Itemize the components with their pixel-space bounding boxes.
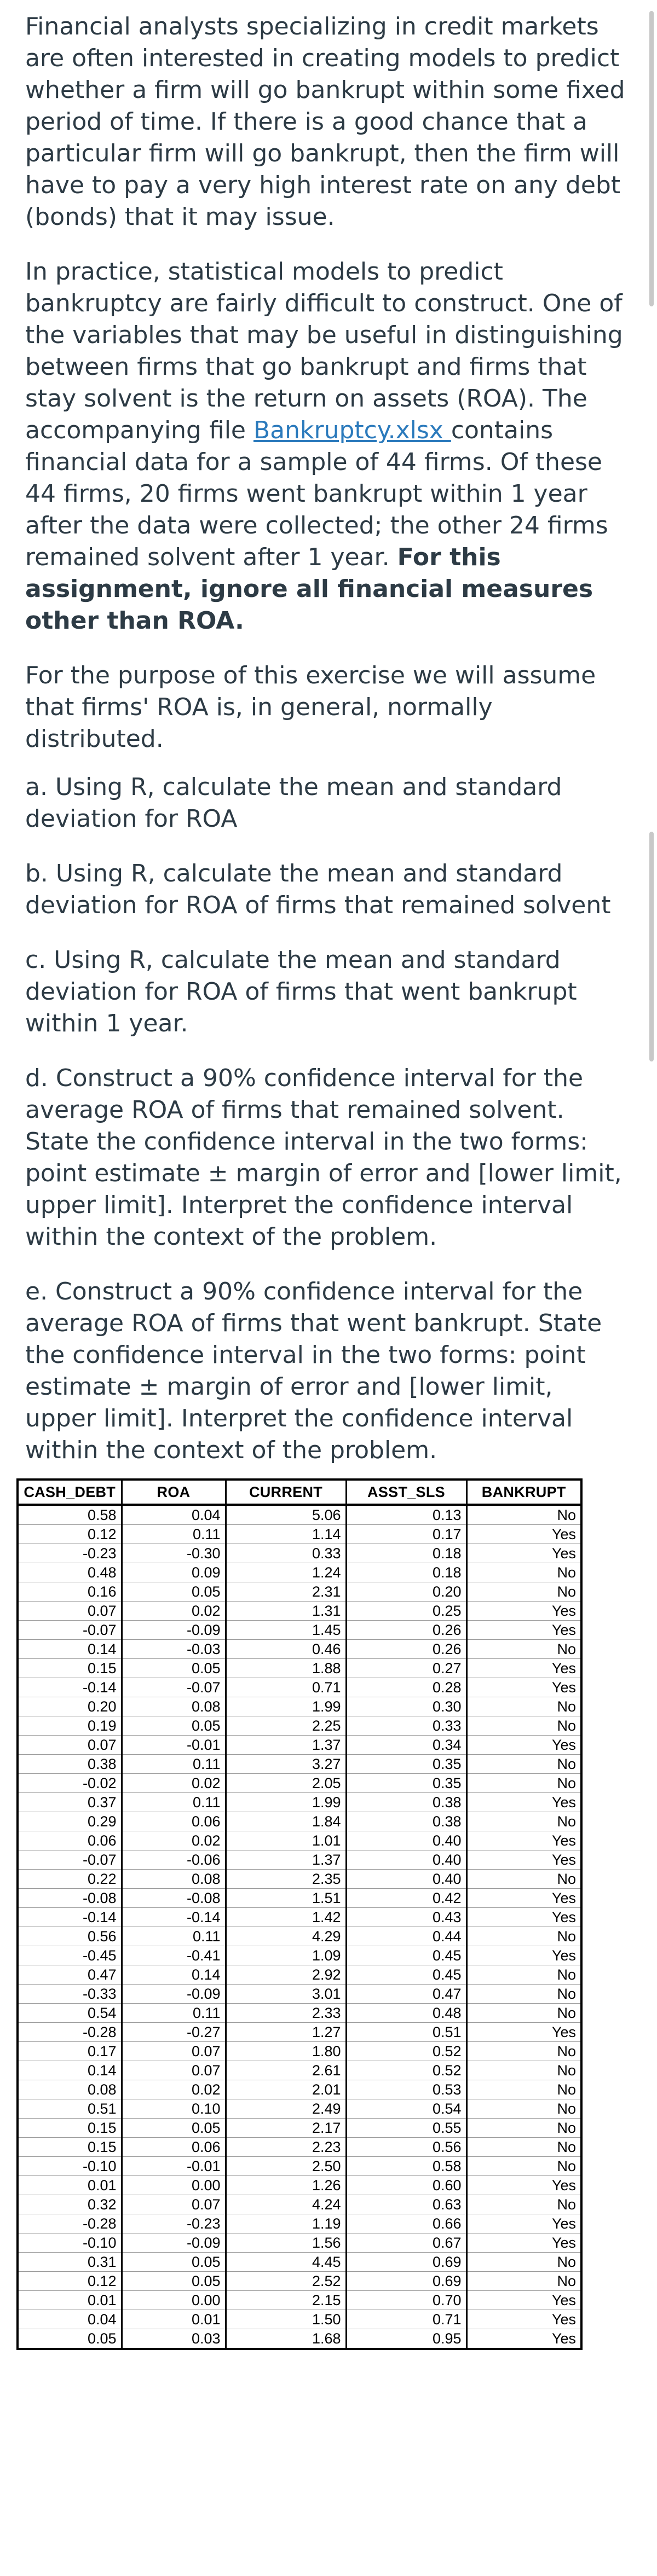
cell-roa: -0.30 bbox=[122, 1544, 226, 1563]
practice-text-before-link: In practice, statistical models to predict bankruptcy are fairly difficult to construct. One of the variables that may be useful in distinguishing between firms that go bankrupt and firms that stay solvent is the return on assets (ROA). The accompanying file bbox=[25, 258, 623, 444]
table-row bbox=[18, 1505, 581, 1525]
cell-roa: 0.02 bbox=[122, 1602, 226, 1621]
table-row bbox=[18, 1582, 581, 1602]
table-row bbox=[18, 2042, 581, 2061]
cell-cash-debt: 0.16 bbox=[18, 1582, 122, 1602]
cell-roa: -0.14 bbox=[122, 1908, 226, 1927]
cell-cash-debt: 0.32 bbox=[18, 2195, 122, 2214]
cell-asst-sls: 0.44 bbox=[346, 1927, 466, 1946]
cell-current: 0.46 bbox=[226, 1640, 346, 1659]
cell-asst-sls: 0.13 bbox=[346, 1505, 466, 1525]
cell-roa: 0.11 bbox=[122, 1927, 226, 1946]
bankruptcy-file-link[interactable]: Bankruptcy.xlsx bbox=[253, 416, 451, 444]
cell-cash-debt: 0.01 bbox=[18, 2291, 122, 2310]
table-row bbox=[18, 1946, 581, 1965]
cell-cash-debt: -0.33 bbox=[18, 1985, 122, 2004]
cell-bankrupt: No bbox=[466, 2138, 581, 2157]
cell-bankrupt: No bbox=[466, 2157, 581, 2176]
cell-asst-sls: 0.40 bbox=[346, 1870, 466, 1889]
table-row bbox=[18, 2138, 581, 2157]
cell-bankrupt: No bbox=[466, 1870, 581, 1889]
table-row bbox=[18, 2272, 581, 2291]
cell-roa: 0.10 bbox=[122, 2099, 226, 2119]
cell-cash-debt: 0.31 bbox=[18, 2253, 122, 2272]
cell-asst-sls: 0.20 bbox=[346, 1582, 466, 1602]
cell-bankrupt: No bbox=[466, 2099, 581, 2119]
cell-cash-debt: 0.37 bbox=[18, 1793, 122, 1812]
table-row bbox=[18, 1659, 581, 1678]
cell-asst-sls: 0.38 bbox=[346, 1812, 466, 1831]
cell-roa: 0.00 bbox=[122, 2176, 226, 2195]
cell-asst-sls: 0.25 bbox=[346, 1602, 466, 1621]
cell-current: 1.88 bbox=[226, 1659, 346, 1678]
cell-cash-debt: 0.20 bbox=[18, 1697, 122, 1716]
table-row bbox=[18, 1831, 581, 1850]
cell-asst-sls: 0.56 bbox=[346, 2138, 466, 2157]
cell-current: 2.15 bbox=[226, 2291, 346, 2310]
cell-bankrupt: Yes bbox=[466, 1678, 581, 1697]
cell-roa: -0.23 bbox=[122, 2214, 226, 2233]
cell-bankrupt: Yes bbox=[466, 1850, 581, 1870]
cell-roa: -0.09 bbox=[122, 1985, 226, 2004]
cell-bankrupt: Yes bbox=[466, 1544, 581, 1563]
cell-asst-sls: 0.58 bbox=[346, 2157, 466, 2176]
header-bankrupt: BANKRUPT bbox=[466, 1480, 581, 1505]
cell-roa: 0.01 bbox=[122, 2310, 226, 2329]
cell-cash-debt: -0.23 bbox=[18, 1544, 122, 1563]
cell-roa: 0.05 bbox=[122, 1659, 226, 1678]
table-row bbox=[18, 2157, 581, 2176]
cell-current: 2.49 bbox=[226, 2099, 346, 2119]
cell-current: 1.80 bbox=[226, 2042, 346, 2061]
cell-roa: -0.03 bbox=[122, 1640, 226, 1659]
cell-asst-sls: 0.52 bbox=[346, 2061, 466, 2080]
table-row bbox=[18, 2253, 581, 2272]
cell-cash-debt: -0.28 bbox=[18, 2023, 122, 2042]
table-row bbox=[18, 1544, 581, 1563]
table-row bbox=[18, 2195, 581, 2214]
cell-current: 4.45 bbox=[226, 2253, 346, 2272]
cell-bankrupt: No bbox=[466, 2042, 581, 2061]
cell-current: 2.01 bbox=[226, 2080, 346, 2099]
cell-asst-sls: 0.27 bbox=[346, 1659, 466, 1678]
cell-roa: 0.05 bbox=[122, 2272, 226, 2291]
table-row bbox=[18, 2214, 581, 2233]
cell-bankrupt: No bbox=[466, 1774, 581, 1793]
cell-asst-sls: 0.18 bbox=[346, 1544, 466, 1563]
cell-roa: 0.06 bbox=[122, 1812, 226, 1831]
cell-asst-sls: 0.30 bbox=[346, 1697, 466, 1716]
cell-current: 3.01 bbox=[226, 1985, 346, 2004]
table-row bbox=[18, 1640, 581, 1659]
cell-current: 5.06 bbox=[226, 1505, 346, 1525]
cell-asst-sls: 0.43 bbox=[346, 1908, 466, 1927]
cell-cash-debt: -0.02 bbox=[18, 1774, 122, 1793]
cell-bankrupt: Yes bbox=[466, 2233, 581, 2253]
table-row bbox=[18, 1850, 581, 1870]
cell-current: 1.42 bbox=[226, 1908, 346, 1927]
cell-cash-debt: 0.15 bbox=[18, 1659, 122, 1678]
cell-asst-sls: 0.52 bbox=[346, 2042, 466, 2061]
cell-roa: 0.08 bbox=[122, 1870, 226, 1889]
cell-roa: 0.06 bbox=[122, 2138, 226, 2157]
table-row bbox=[18, 2233, 581, 2253]
cell-roa: 0.14 bbox=[122, 1965, 226, 1985]
header-current: CURRENT bbox=[226, 1480, 346, 1505]
cell-roa: 0.11 bbox=[122, 2004, 226, 2023]
cell-bankrupt: Yes bbox=[466, 1793, 581, 1812]
cell-roa: -0.01 bbox=[122, 1736, 226, 1755]
header-roa: ROA bbox=[122, 1480, 226, 1505]
table-row bbox=[18, 2176, 581, 2195]
table-row bbox=[18, 2119, 581, 2138]
cell-asst-sls: 0.60 bbox=[346, 2176, 466, 2195]
cell-bankrupt: No bbox=[466, 2080, 581, 2099]
cell-asst-sls: 0.45 bbox=[346, 1946, 466, 1965]
cell-current: 2.31 bbox=[226, 1582, 346, 1602]
cell-bankrupt: No bbox=[466, 2253, 581, 2272]
cell-cash-debt: 0.56 bbox=[18, 1927, 122, 1946]
cell-roa: 0.07 bbox=[122, 2195, 226, 2214]
table-row bbox=[18, 2023, 581, 2042]
cell-bankrupt: No bbox=[466, 1582, 581, 1602]
cell-cash-debt: 0.05 bbox=[18, 2329, 122, 2349]
cell-asst-sls: 0.33 bbox=[346, 1716, 466, 1736]
cell-roa: 0.02 bbox=[122, 2080, 226, 2099]
cell-asst-sls: 0.63 bbox=[346, 2195, 466, 2214]
cell-roa: 0.04 bbox=[122, 1505, 226, 1525]
cell-bankrupt: Yes bbox=[466, 1946, 581, 1965]
assignment-text bbox=[25, 11, 627, 1489]
cell-roa: 0.05 bbox=[122, 2119, 226, 2138]
cell-roa: 0.07 bbox=[122, 2042, 226, 2061]
question-c: c. Using R, calculate the mean and standard deviation for ROA of firms that went bankrupt within 1 year. bbox=[25, 946, 577, 1037]
cell-bankrupt: Yes bbox=[466, 1831, 581, 1850]
table-row bbox=[18, 1889, 581, 1908]
cell-roa: 0.07 bbox=[122, 2061, 226, 2080]
cell-current: 3.27 bbox=[226, 1755, 346, 1774]
cell-bankrupt: No bbox=[466, 1755, 581, 1774]
table-row bbox=[18, 1965, 581, 1985]
cell-current: 4.29 bbox=[226, 1927, 346, 1946]
cell-asst-sls: 0.55 bbox=[346, 2119, 466, 2138]
cell-current: 4.24 bbox=[226, 2195, 346, 2214]
table-row bbox=[18, 1755, 581, 1774]
table-body bbox=[18, 1505, 581, 2349]
cell-current: 1.01 bbox=[226, 1831, 346, 1850]
cell-current: 1.14 bbox=[226, 1525, 346, 1544]
cell-bankrupt: Yes bbox=[466, 1602, 581, 1621]
question-d: d. Construct a 90% confidence interval for the average ROA of firms that remained solvent. State the confidence interval in the two forms: point estimate ± margin of error and [lower limit, upper limit]. Interpret the confidence interval within the context of the problem. bbox=[25, 1064, 622, 1251]
cell-current: 2.17 bbox=[226, 2119, 346, 2138]
cell-cash-debt: -0.28 bbox=[18, 2214, 122, 2233]
cell-current: 1.24 bbox=[226, 1563, 346, 1582]
cell-cash-debt: -0.14 bbox=[18, 1908, 122, 1927]
data-table bbox=[16, 1478, 583, 2350]
assumption-paragraph: For the purpose of this exercise we will assume that firms' ROA is, in general, normally distributed. bbox=[25, 662, 596, 753]
header-cash-debt: CASH_DEBT bbox=[18, 1480, 122, 1505]
cell-bankrupt: No bbox=[466, 2004, 581, 2023]
cell-current: 1.84 bbox=[226, 1812, 346, 1831]
cell-cash-debt: 0.22 bbox=[18, 1870, 122, 1889]
cell-cash-debt: 0.04 bbox=[18, 2310, 122, 2329]
table-row bbox=[18, 1812, 581, 1831]
cell-roa: 0.05 bbox=[122, 1582, 226, 1602]
cell-bankrupt: Yes bbox=[551, 2330, 576, 2347]
cell-current: 1.56 bbox=[226, 2233, 346, 2253]
cell-asst-sls: 0.70 bbox=[346, 2291, 466, 2310]
cell-cash-debt: 0.58 bbox=[18, 1505, 122, 1525]
table-row bbox=[18, 1927, 581, 1946]
cell-roa: 0.11 bbox=[122, 1755, 226, 1774]
cell-cash-debt: -0.08 bbox=[18, 1889, 122, 1908]
table-row bbox=[18, 1621, 581, 1640]
cell-bankrupt: No bbox=[466, 1697, 581, 1716]
cell-bankrupt: Yes bbox=[466, 2023, 581, 2042]
cell-bankrupt: Yes bbox=[466, 1525, 581, 1544]
cell-asst-sls: 0.35 bbox=[346, 1774, 466, 1793]
cell-cash-debt: 0.12 bbox=[18, 2272, 122, 2291]
cell-current: 1.68 bbox=[226, 2329, 346, 2349]
table-row bbox=[18, 1563, 581, 1582]
cell-bankrupt: No bbox=[466, 1927, 581, 1946]
cell-roa: 0.08 bbox=[122, 1697, 226, 1716]
question-b: b. Using R, calculate the mean and standard deviation for ROA of firms that remained solvent bbox=[25, 860, 611, 919]
cell-cash-debt: 0.19 bbox=[18, 1716, 122, 1736]
cell-asst-sls: 0.71 bbox=[346, 2310, 466, 2329]
cell-current: 0.71 bbox=[226, 1678, 346, 1697]
cell-bankrupt: No bbox=[466, 1965, 581, 1985]
cell-roa: -0.06 bbox=[122, 1850, 226, 1870]
cell-asst-sls: 0.54 bbox=[346, 2099, 466, 2119]
cell-roa: 0.00 bbox=[122, 2291, 226, 2310]
cell-cash-debt: 0.51 bbox=[18, 2099, 122, 2119]
cell-bankrupt: No bbox=[466, 1985, 581, 2004]
cell-current: 0.33 bbox=[226, 1544, 346, 1563]
cell-asst-sls: 0.48 bbox=[346, 2004, 466, 2023]
cell-cash-debt: 0.14 bbox=[18, 1640, 122, 1659]
cell-cash-debt: 0.29 bbox=[18, 1812, 122, 1831]
cell-bankrupt: Yes bbox=[466, 2176, 581, 2195]
cell-current: 1.37 bbox=[226, 1850, 346, 1870]
cell-cash-debt: -0.07 bbox=[18, 1621, 122, 1640]
cell-current: 2.05 bbox=[226, 1774, 346, 1793]
cell-asst-sls: 0.69 bbox=[346, 2253, 466, 2272]
table-row bbox=[18, 2291, 581, 2310]
cell-roa: 0.11 bbox=[122, 1793, 226, 1812]
cell-asst-sls: 0.35 bbox=[346, 1755, 466, 1774]
cell-current: 2.23 bbox=[226, 2138, 346, 2157]
question-e: e. Construct a 90% confidence interval for the average ROA of firms that went bankrupt. State the confidence interval in the two forms: point estimate ± margin of error and [lower limit, upper limit]. Interpret the confidence interval within the context of the problem. bbox=[25, 1278, 602, 1464]
cell-roa: 0.05 bbox=[122, 1716, 226, 1736]
cell-bankrupt: Yes bbox=[466, 1621, 581, 1640]
cell-asst-sls: 0.45 bbox=[346, 1965, 466, 1985]
financial-data-table bbox=[16, 1478, 583, 2350]
table-row bbox=[18, 1870, 581, 1889]
cell-current: 1.51 bbox=[226, 1889, 346, 1908]
cell-asst-sls: 0.26 bbox=[346, 1640, 466, 1659]
cell-cash-debt: 0.47 bbox=[18, 1965, 122, 1985]
cell-bankrupt: No bbox=[466, 1563, 581, 1582]
cell-bankrupt: Yes bbox=[466, 2214, 581, 2233]
cell-asst-sls: 0.69 bbox=[346, 2272, 466, 2291]
cell-asst-sls: 0.34 bbox=[346, 1736, 466, 1755]
cell-asst-sls: 0.66 bbox=[346, 2214, 466, 2233]
cell-cash-debt: -0.10 bbox=[18, 2233, 122, 2253]
cell-cash-debt: 0.01 bbox=[18, 2176, 122, 2195]
table-row bbox=[18, 2004, 581, 2023]
cell-bankrupt: No bbox=[466, 2061, 581, 2080]
cell-asst-sls: 0.42 bbox=[346, 1889, 466, 1908]
cell-bankrupt: No bbox=[466, 2272, 581, 2291]
cell-bankrupt: Yes bbox=[466, 2291, 581, 2310]
cell-bankrupt: Yes bbox=[466, 1908, 581, 1927]
cell-roa: -0.01 bbox=[122, 2157, 226, 2176]
cell-cash-debt: -0.45 bbox=[18, 1946, 122, 1965]
cell-asst-sls: 0.53 bbox=[346, 2080, 466, 2099]
cell-current: 1.37 bbox=[226, 1736, 346, 1755]
table-row bbox=[18, 2061, 581, 2080]
cell-bankrupt: Yes bbox=[466, 1889, 581, 1908]
cell-roa: -0.09 bbox=[122, 1621, 226, 1640]
cell-current: 1.99 bbox=[226, 1793, 346, 1812]
cell-asst-sls: 0.28 bbox=[346, 1678, 466, 1697]
cell-asst-sls: 0.67 bbox=[346, 2233, 466, 2253]
cell-bankrupt: No bbox=[466, 1505, 581, 1525]
cell-current: 1.09 bbox=[226, 1946, 346, 1965]
table-row bbox=[18, 1985, 581, 2004]
cell-current: 2.61 bbox=[226, 2061, 346, 2080]
cell-current: 2.52 bbox=[226, 2272, 346, 2291]
cell-cash-debt: -0.10 bbox=[18, 2157, 122, 2176]
cell-bankrupt: No bbox=[466, 2195, 581, 2214]
cell-cash-debt: 0.15 bbox=[18, 2138, 122, 2157]
cell-bankrupt: No bbox=[466, 1812, 581, 1831]
table-row bbox=[18, 1678, 581, 1697]
cell-roa: 0.11 bbox=[122, 1525, 226, 1544]
header-asst-sls: ASST_SLS bbox=[346, 1480, 466, 1505]
cell-cash-debt: 0.12 bbox=[18, 1525, 122, 1544]
table-row bbox=[18, 2310, 581, 2329]
table-row bbox=[18, 1736, 581, 1755]
cell-roa: 0.02 bbox=[122, 1774, 226, 1793]
table-row bbox=[18, 1602, 581, 1621]
table-row bbox=[18, 1716, 581, 1736]
cell-asst-sls: 0.17 bbox=[346, 1525, 466, 1544]
cell-asst-sls: 0.47 bbox=[346, 1985, 466, 2004]
assignment-note: For this assignment, ignore all financial measures other than ROA. bbox=[25, 543, 593, 635]
table-row bbox=[18, 1697, 581, 1716]
cell-cash-debt: 0.17 bbox=[18, 2042, 122, 2061]
cell-asst-sls: 0.40 bbox=[346, 1831, 466, 1850]
cell-current: 1.31 bbox=[226, 1602, 346, 1621]
cell-current: 1.50 bbox=[226, 2310, 346, 2329]
cell-cash-debt: 0.06 bbox=[18, 1831, 122, 1850]
table-row bbox=[18, 1525, 581, 1544]
table-row bbox=[18, 2329, 581, 2349]
cell-current: 1.26 bbox=[226, 2176, 346, 2195]
cell-roa: 0.02 bbox=[122, 1831, 226, 1850]
cell-roa: -0.41 bbox=[122, 1946, 226, 1965]
cell-roa: -0.08 bbox=[122, 1889, 226, 1908]
cell-roa: -0.27 bbox=[122, 2023, 226, 2042]
table-row bbox=[18, 1793, 581, 1812]
table-row bbox=[18, 1774, 581, 1793]
cell-bankrupt: Yes bbox=[466, 1659, 581, 1678]
cell-cash-debt: 0.08 bbox=[18, 2080, 122, 2099]
scrollbar-thumb-upper[interactable] bbox=[649, 11, 654, 306]
cell-bankrupt: Yes bbox=[466, 1736, 581, 1755]
cell-asst-sls: 0.26 bbox=[346, 1621, 466, 1640]
scrollbar-thumb-lower[interactable] bbox=[649, 832, 654, 1061]
cell-bankrupt: No bbox=[466, 2119, 581, 2138]
cell-current: 2.50 bbox=[226, 2157, 346, 2176]
cell-asst-sls: 0.51 bbox=[346, 2023, 466, 2042]
table-row bbox=[18, 2099, 581, 2119]
practice-text-after-link: contains financial data for a sample of 44 firms. Of these 44 firms, 20 firms went bankrupt within 1 year after the data were collected; the other 24 firms remained solvent after 1 year. bbox=[25, 416, 608, 571]
cell-current: 2.33 bbox=[226, 2004, 346, 2023]
intro-paragraph: Financial analysts specializing in credit markets are often interested in creating models to predict whether a firm will go bankrupt within some fixed period of time. If there is a good chance that a particular firm will go bankrupt, then the firm will have to pay a very high interest rate on any debt (bonds) that it may issue. bbox=[25, 13, 625, 231]
cell-current: 1.27 bbox=[226, 2023, 346, 2042]
cell-roa: 0.09 bbox=[122, 1563, 226, 1582]
cell-asst-sls: 0.38 bbox=[346, 1793, 466, 1812]
cell-bankrupt: Yes bbox=[466, 2310, 581, 2329]
table-header-row bbox=[18, 1480, 581, 1505]
practice-paragraph bbox=[25, 256, 627, 637]
table-row bbox=[18, 2080, 581, 2099]
cell-roa: -0.09 bbox=[122, 2233, 226, 2253]
cell-asst-sls: 0.95 bbox=[346, 2329, 466, 2349]
cell-current: 1.45 bbox=[226, 1621, 346, 1640]
cell-cash-debt: 0.38 bbox=[18, 1755, 122, 1774]
question-a: a. Using R, calculate the mean and standard deviation for ROA bbox=[25, 773, 562, 833]
cell-roa: 0.05 bbox=[122, 2253, 226, 2272]
table-row bbox=[18, 1908, 581, 1927]
cell-bankrupt: No bbox=[466, 1640, 581, 1659]
cell-current: 2.35 bbox=[226, 1870, 346, 1889]
cell-cash-debt: 0.14 bbox=[18, 2061, 122, 2080]
cell-cash-debt: -0.14 bbox=[18, 1678, 122, 1697]
cell-current: 2.25 bbox=[226, 1716, 346, 1736]
cell-roa: 0.03 bbox=[122, 2329, 226, 2349]
cell-bankrupt: No bbox=[466, 1716, 581, 1736]
cell-current: 2.92 bbox=[226, 1965, 346, 1985]
cell-current: 1.99 bbox=[226, 1697, 346, 1716]
cell-cash-debt: 0.48 bbox=[18, 1563, 122, 1582]
cell-current: 1.19 bbox=[226, 2214, 346, 2233]
cell-cash-debt: 0.54 bbox=[18, 2004, 122, 2023]
cell-cash-debt: 0.15 bbox=[18, 2119, 122, 2138]
cell-asst-sls: 0.18 bbox=[346, 1563, 466, 1582]
cell-roa: -0.07 bbox=[122, 1678, 226, 1697]
cell-cash-debt: -0.07 bbox=[18, 1850, 122, 1870]
cell-cash-debt: 0.07 bbox=[18, 1736, 122, 1755]
cell-asst-sls: 0.40 bbox=[346, 1850, 466, 1870]
cell-cash-debt: 0.07 bbox=[18, 1602, 122, 1621]
